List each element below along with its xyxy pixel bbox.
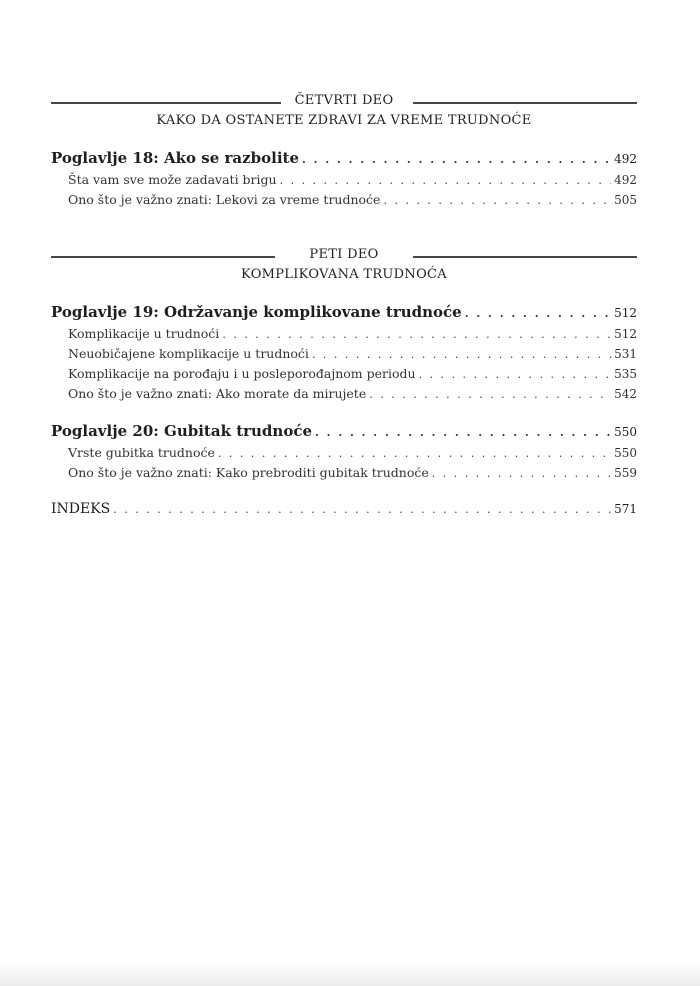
toc-chapter-group-20 [51, 421, 637, 483]
dot-leader [315, 423, 611, 443]
toc-chapter-18[interactable] [51, 148, 637, 170]
dot-leader [465, 304, 611, 324]
section-title: Ono što je važno znati: Ako morate da mirujete [68, 386, 367, 401]
dot-leader [369, 385, 611, 404]
page-number: 505 [614, 193, 637, 207]
toc-section[interactable] [51, 170, 637, 190]
part-header-5 [51, 246, 637, 284]
toc-section[interactable] [51, 364, 637, 384]
dot-leader [222, 325, 611, 344]
part-header-4 [51, 92, 637, 130]
page-number: 512 [614, 306, 637, 320]
page-number: 550 [614, 446, 637, 460]
section-title: Ono što je važno znati: Kako prebroditi gubitak trudnoće [68, 465, 429, 480]
toc-chapter-20[interactable] [51, 421, 637, 443]
part-rule-left [51, 256, 275, 258]
section-title: Komplikacije na porođaju i u posleporođajnom periodu [68, 366, 416, 381]
toc-section[interactable] [51, 324, 637, 344]
dot-leader [383, 191, 611, 210]
dot-leader [432, 464, 611, 483]
section-title: Vrste gubitka trudnoće [68, 445, 215, 460]
page-number: 512 [614, 327, 637, 341]
dot-leader [113, 500, 611, 520]
page-number: 571 [614, 502, 637, 516]
dot-leader [419, 365, 612, 384]
page-number: 492 [614, 152, 637, 166]
page-number: 492 [614, 173, 637, 187]
part-rule-right [413, 256, 637, 258]
toc-index-group [51, 499, 637, 520]
part-label: PETI DEO [309, 247, 379, 262]
page-number: 531 [614, 347, 637, 361]
part-title: KAKO DA OSTANETE ZDRAVI ZA VREME TRUDNOĆE [156, 113, 532, 128]
toc-section[interactable] [51, 443, 637, 463]
part-label: ČETVRTI DEO [294, 93, 394, 108]
chapter-title: Poglavlje 19: Održavanje komplikovane trudnoće [51, 303, 462, 321]
toc-index[interactable] [51, 499, 637, 520]
dot-leader [218, 444, 611, 463]
dot-leader [312, 345, 611, 364]
section-title: Neuobičajene komplikacije u trudnoći [68, 346, 309, 361]
chapter-title: Poglavlje 20: Gubitak trudnoće [51, 422, 313, 440]
chapter-title: Poglavlje 18: Ako se razbolite [51, 149, 299, 167]
dot-leader [280, 171, 612, 190]
toc-section[interactable] [51, 384, 637, 404]
page-edge-shadow [0, 964, 700, 986]
toc-chapter-group-18 [51, 148, 637, 210]
toc-chapter-19[interactable] [51, 302, 637, 324]
section-title: Šta vam sve može zadavati brigu [68, 172, 277, 187]
section-title: Ono što je važno znati: Lekovi za vreme trudnoće [68, 192, 381, 207]
part-rule-left [51, 102, 281, 104]
page-number: 550 [614, 425, 637, 439]
dot-leader [302, 150, 611, 170]
page-number: 535 [614, 367, 637, 381]
section-title: Komplikacije u trudnoći [68, 326, 220, 341]
toc-section[interactable] [51, 190, 637, 210]
toc-section[interactable] [51, 463, 637, 483]
toc-section[interactable] [51, 344, 637, 364]
page-number: 559 [614, 466, 637, 480]
part-title: KOMPLIKOVANA TRUDNOĆA [241, 267, 447, 282]
toc-chapter-group-19 [51, 302, 637, 404]
index-title: INDEKS [51, 501, 111, 517]
page-number: 542 [614, 387, 637, 401]
part-rule-right [413, 102, 637, 104]
